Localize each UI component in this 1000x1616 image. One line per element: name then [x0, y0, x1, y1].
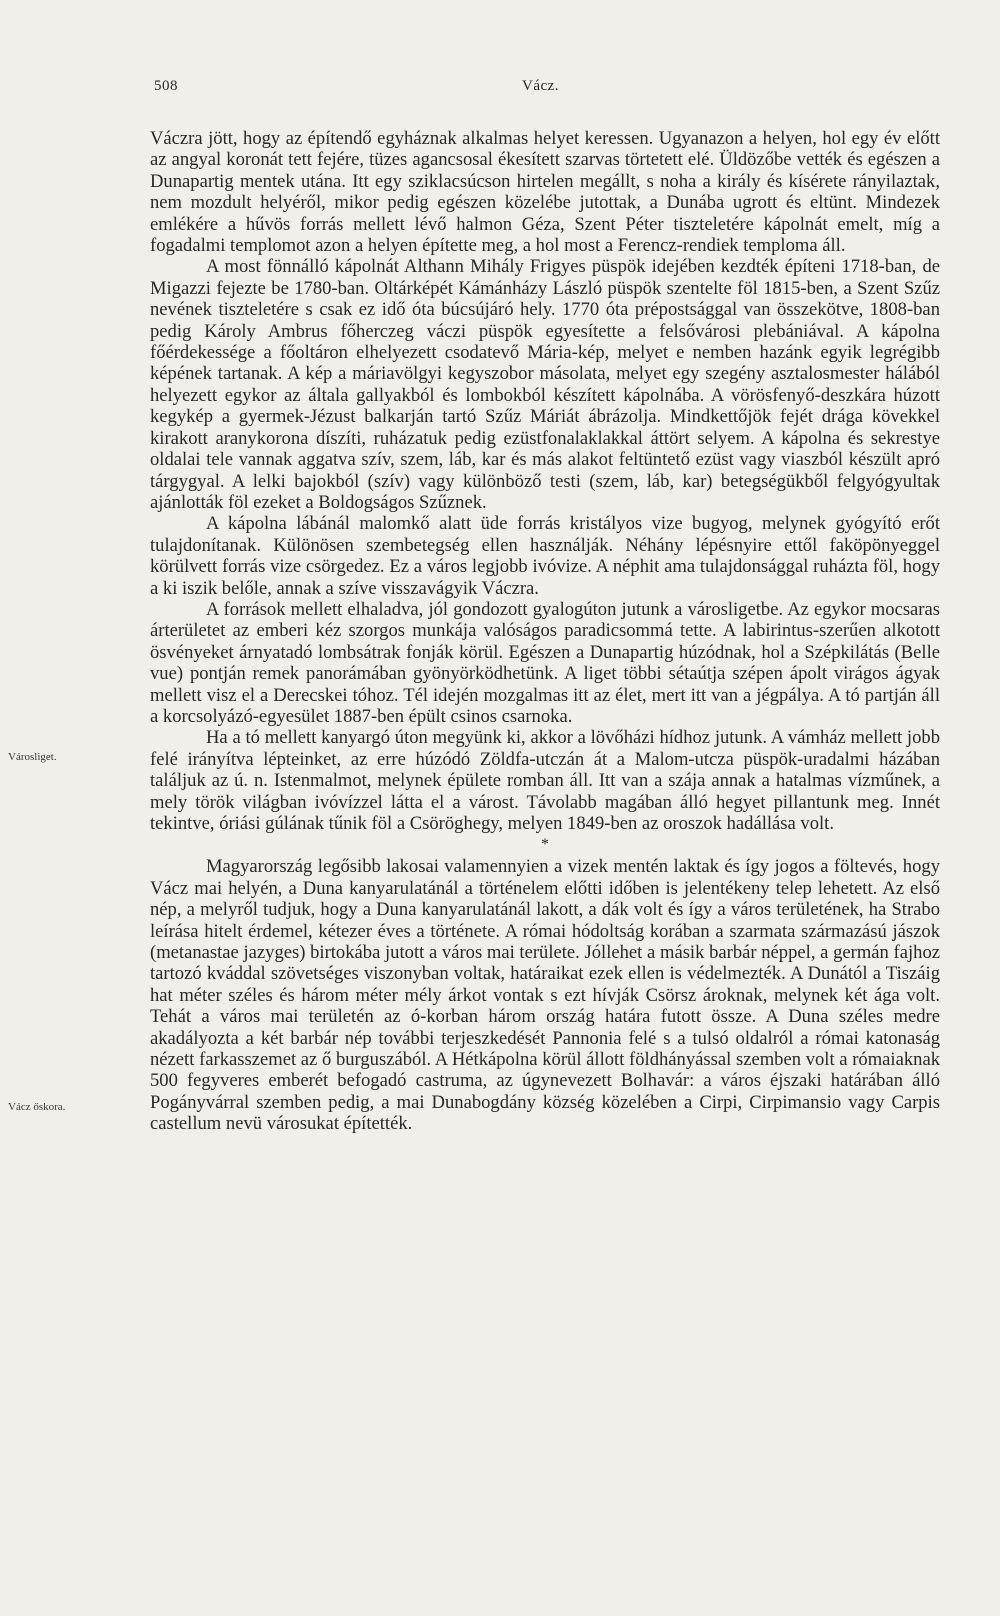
body-text — [150, 128, 940, 1135]
paragraph-4: A források mellett elhaladva, jól gondozott gyalogúton jutunk a városligetbe. Az egykor mocsaras árterületet az emberi kéz szorgos munkája valóságos paradicsommá tette. A labirintus-szerűen alkotott ösvényeket árnyatadó lombsátrak fonják körül. Egészen a Dunapartig húzódnak, hol a Szépkilátás (Belle vue) pontján remek panorámában gyönyörködhetünk. A liget többi sétaútja szépen ápolt virágos ágyak mellett visz el a Derecskei tóhoz. Tél idején mozgalmas itt az élet, mert itt van a jégpálya. A tó partján áll a korcsolyázó-egyesület 1887-ben épült csinos csarnoka. — [150, 598, 940, 727]
paragraph-3: A kápolna lábánál malomkő alatt üde forrás kristályos vize bugyog, melynek gyógyító erőt tulajdonítanak. Különösen szembetegség ellen használják. Néhány lépésnyire ettől faköpönyeggel körülvett forrás vize csörgedez. Ez a város legjobb ivóvize. A néphit ama tulajdonsággal ruházta föl, hogy a ki iszik belőle, annak a szíve visszavágyik Váczra. — [150, 513, 940, 599]
running-head — [150, 78, 940, 102]
paragraph-1: Váczra jött, hogy az építendő egyháznak alkalmas helyet keressen. Ugyanazon a helyen, hol egy év előtt az angyal koronát tett fejére, tüzes agancsosal ékesített szarvas törtetett elé. Üldözőbe vették és egészen a Dunapartig mentek utána. Itt egy sziklacsúcson hirtelen megállt, s noha a király és kísérete rányilaztak, nem mozdult helyéről, mikor pedig egészen közelébe jutottak, a Dunába ugrott és eltünt. Mindezek emlékére a hűvös forrás mellett lévő halmon Géza, Szent Péter tiszteletére kápolnát emelt, míg a fogadalmi templomot azon a helyen építette meg, a hol most a Ferencz-rendiek temploma áll. — [150, 128, 940, 257]
page-number: 508 — [154, 78, 178, 94]
margin-note-varosliget: Városliget. — [8, 751, 57, 763]
paragraph-2: A most fönnálló kápolnát Althann Mihály Frigyes püspök idejében kezdték építeni 1718-ban, de Migazzi fejezte be 1780-ban. Oltárképét Kámánházy László püspök szentelte föl 1815-ben, a Szent Szűz nevének tiszteletére s csak ez idő óta búcsújáró hely. 1770 óta prépostsággal van összekötve, 1808-ban pedig Károly Ambrus főherczeg váczi püspök egyesítette a felsővárosi plebániával. A kápolna főérdekessége a főoltáron elhelyezett csodatevő Mária-kép, melyet e nemben hazánk egyik legrégibb képének tartanak. A kép a máriavölgyi kegyszobor másolata, melyet egy szegény asztalosmester hálából helyezett egykor az általa gallyakból és lombokból készített kápolnába. A vörösfenyő-deszkára húzott kegykép a gyermek-Jézust balkarján tartó Szűz Máriát ábrázolja. Mindkettőjök fejét drága kövekkel kirakott aranykorona díszíti, ruházatuk pedig ezüstfonalaklakkal áttört selyem. A kápolna és sekrestye oldalai tele vannak aggatva szív, szem, láb, kar és más alakot feltüntető ezüst vagy viaszból készült apró tárgygyal. A lelki bajokból (szív) vagy különböző testi (szem, láb, kar) betegségükből felgyógyultak ajánlották föl ezeket a Boldogságos Szűznek. — [150, 256, 940, 513]
paragraph-6: Magyarország legősibb lakosai valamennyien a vizek mentén laktak és így jogos a föltevés, hogy Vácz mai helyén, a Duna kanyarulatánál a történelem előtti időben is jelentékeny telep lehetett. Az első nép, a melyről tudjuk, hogy a Duna kanyarulatánál lakott, a dák volt és így a város területének, ha Strabo leírása hitelt érdemel, kétezer éves a története. A római hódoltság korában a szarmata származású jászok (metanastae jazyges) birtokába jutott a város mai területe. Jóllehet a másik barbár néppel, a germán fajhoz tartozó kváddal szövetséges viszonyban voltak, határaikat ezek ellen is védelmezték. A Dunától a Tiszáig hat méter széles és három méter mély árkot vontak s ezt hívják Csörsz ároknak, melynek két ága volt. Tehát a város mai területén az ó-korban három ország határa futott össze. A Duna széles medre akadályozta a két barbár nép további terjeszkedését Pannonia felé s a tulsó oldalról a római katonaság nézett farkasszemet az ő burguszából. A Hétkápolna körül állott földhányással szemben volt a rómaiaknak 500 fegyveres emberét befogadó castruma, az úgynevezett Bolhavár: a város éjszaki határában álló Pogányvárral szemben pedig, a mai Dunabogdány község közelében a Cirpi, Cirpimansio vagy Carpis castellum nevü városukat építették. — [150, 856, 940, 1135]
paragraph-5: Ha a tó mellett kanyargó úton megyünk ki, akkor a lövőházi hídhoz jutunk. A vámház mellett jobb felé irányítva lépteinket, az erre húzódó Zöldfa-utczán át a Malom-utcza püspök-uradalmi házában találjuk az ú. n. Istenmalmot, melynek épülete romban áll. Itt van a szája annak a hatalmas vízműnek, a mely török világban ivóvízzel látta el a várost. Távolabb magában álló hegyet pillantunk meg. Innét tekintve, óriási gúlának tűnik föl a Csöröghegy, melyen 1849-ben az oroszok hadállása volt. — [150, 727, 940, 834]
page-title: Vácz. — [522, 78, 560, 94]
margin-note-oskora: Vácz őskora. — [8, 1101, 66, 1113]
section-separator: * — [541, 836, 549, 854]
